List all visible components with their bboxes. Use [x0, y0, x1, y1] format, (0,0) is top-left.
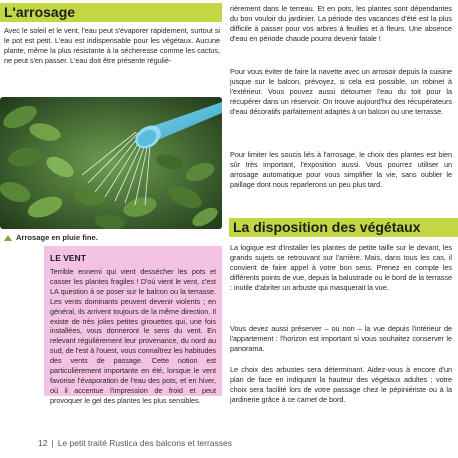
right-paragraph-6: Le choix des arbustes sera déterminant. Aidez-vous à encore d'un plan de face en indiquant la hauteur des végétaux adultes ; votre choix sera facilité lors de votre passage chez le pépiniériste ou à la jardinerie grâce à ce carnet de bord.: [230, 365, 452, 404]
section-heading-disposition: La disposition des végétaux: [229, 218, 458, 237]
right-paragraph-2: Pour vous éviter de faire la navette avec un arrosoir depuis la cuisine jusque sur le balcon, prévoyez, si cela est possible, un robinet à l'extérieur. Vous pouvez aussi détourner l'eau du toit pour la récupérer dans un réservoir. On trouve aujourd'hui des récupérateurs d'eau décoratifs parfaitement adaptés à un balcon ou une terrasse.: [230, 67, 452, 116]
caption-triangle-icon: [4, 235, 12, 241]
photo-caption-text: Arrosage en pluie fine.: [16, 233, 98, 242]
footer-separator: |: [51, 438, 54, 448]
wind-sidebar-box: [44, 246, 222, 405]
right-paragraph-1: rièrement dans le terreau. Et en pots, les plantes sont dépendantes du bon vouloir du jardinier. La période des vacances d'été est la plus difficile à passer pour vos arbres à feuilles et à fleurs. Une absence d'eau en période chaude pourra devenir fatale !: [230, 4, 452, 43]
photo-caption: [4, 233, 98, 242]
wind-box-text: Terrible ennemi qui vient dessécher les pots et casser les plantes fragiles ! D'où vient le vent, c'est LA question à se poser sur le balcon ou la terrasse. Les vents dominants peuvent devenir violents ; en général, ils arrivent toujours de la même direction. Il existe de très jolies petites girouettes qui, une fois installées, vous donneront le sens du vent. En relevant régulièrement leur provenance, du nord au sud, de l'est à l'ouest, vous connaîtrez les habitudes des vents de passage. Cette notion est particulièrement importante en été, lorsque le vent favorise l'évaporation de l'eau des pots, et en hiver, où il accentue l'impression de froid et peut provoquer le gel des plantes les plus sensibles.: [50, 267, 216, 405]
right-paragraph-4: La logique est d'installer les plantes de petite taille sur le devant, les grands sujets se retrouvant sur l'arrière. Mais, dans tous les cas, il convient de faire appel à votre bon sens. Prenez en compte les différents points de vue, depuis la balustrade ou le bord de la terrasse : inutile d'abriter un arbuste qui masquerait la vue.: [230, 243, 452, 292]
wind-box-title: LE VENT: [50, 253, 86, 263]
section-heading-arrosage: L'arrosage: [0, 3, 222, 22]
page-number: 12: [38, 438, 48, 448]
intro-paragraph: Avec le soleil et le vent, l'eau peut s'évaporer rapidement, surtout si le pot est petit. L'eau est indispensable pour les végétaux. Aucune plante, même la plus résistante à la sécheresse comme les cactus, ne peut s'en passer. L'eau doit être présente réguliè-: [4, 26, 220, 65]
watering-can-illustration: [0, 97, 222, 229]
book-title: Le petit traité Rustica des balcons et terrasses: [57, 438, 233, 448]
right-paragraph-5: Vous devez aussi préserver – ou non – la vue depuis l'intérieur de l'appartement : l'horizon est important si vous souhaitez conserver le panorama.: [230, 324, 452, 353]
page-footer: [38, 438, 232, 448]
right-paragraph-3: Pour limiter les soucis liés à l'arrosage, le choix des plantes est bien sûr très important, l'exposition aussi. Vous pourrez utiliser un arrosage automatique pour vous simplifier la vie, sans oublier le paillage dont nous reparlerons un peu plus tard.: [230, 150, 452, 189]
watering-can-photo: [0, 97, 222, 229]
